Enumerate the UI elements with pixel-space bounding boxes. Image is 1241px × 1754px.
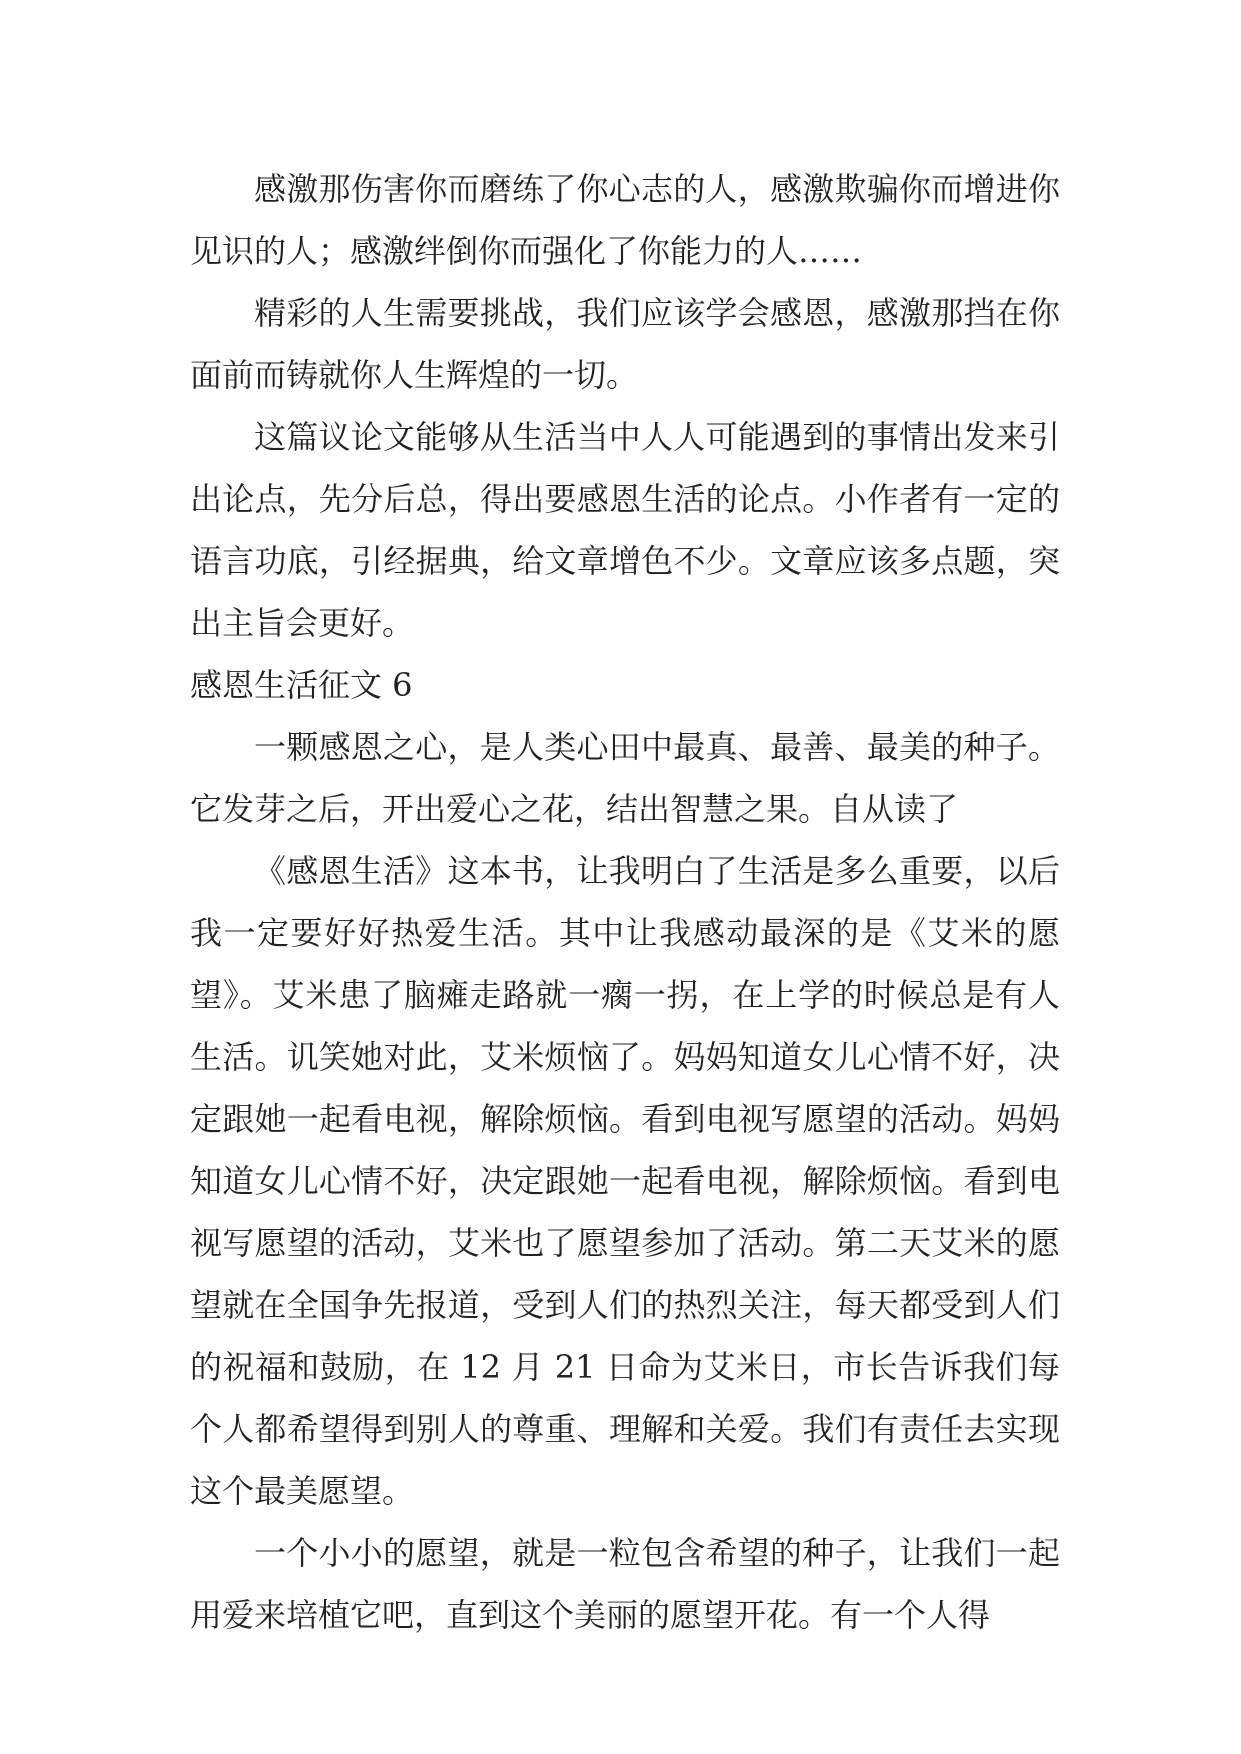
paragraph-grateful-heart: 一颗感恩之心，是人类心田中最真、最善、最美的种子。它发芽之后，开出爱心之花，结出智慧之果。自从读了 (190, 728, 1060, 828)
paragraph-small-wish: 一个小小的愿望，就是一粒包含希望的种子，让我们一起用爱来培植它吧，直到这个美丽的愿望开花。有一个人得 (190, 1534, 1060, 1634)
paragraph-gratitude-hurt: 感激那伤害你而磨练了你心志的人，感激欺骗你而增进你见识的人；感激绊倒你而强化了你能力的人…… (190, 170, 1060, 270)
document-body (190, 158, 1060, 1646)
paragraph-commentary: 这篇议论文能够从生活当中人人可能遇到的事情出发来引出论点，先分后总，得出要感恩生活的论点。小作者有一定的语言功底，引经据典，给文章增色不少。文章应该多点题，突出主旨会更好。 (190, 418, 1060, 642)
paragraph-life-challenge: 精彩的人生需要挑战，我们应该学会感恩，感激那挡在你面前而铸就你人生辉煌的一切。 (190, 294, 1060, 394)
paragraph-book-reflection: 《感恩生活》这本书，让我明白了生活是多么重要，以后我一定要好好热爱生活。其中让我感动最深的是《艾米的愿望》。艾米患了脑瘫走路就一瘸一拐，在上学的时候总是有人生活。讥笑她对此，艾米烦恼了。妈妈知道女儿心情不好，决定跟她一起看电视，解除烦恼。看到电视写愿望的活动。妈妈知道女儿心情不好，决定跟她一起看电视，解除烦恼。看到电视写愿望的活动，艾米也了愿望参加了活动。第二天艾米的愿望就在全国争先报道，受到人们的热烈关注，每天都受到人们的祝福和鼓励，在 12 月 21 日命为艾米日，市长告诉我们每个人都希望得到别人的尊重、理解和关爱。我们有责任去实现这个最美愿望。 (190, 852, 1060, 1510)
section-title: 感恩生活征文 6 (190, 666, 413, 704)
